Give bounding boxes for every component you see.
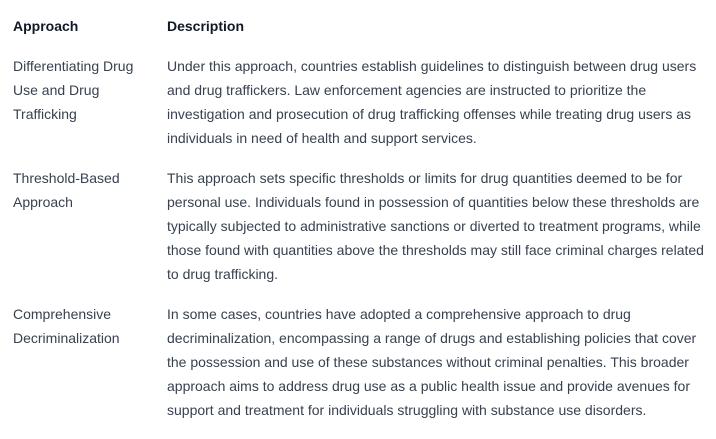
description-cell: Under this approach, countries establish guidelines to distinguish between drug users and drug traffickers. Law enforcement agencies are instructed to prioritize the investigation and prosecution of drug trafficking offenses while treating drug users as individuals in need of health and support services. — [167, 58, 697, 146]
description-cell: In some cases, countries have adopted a comprehensive approach to drug decriminalization, encompassing a range of drugs and establishing policies that cover the possession and use of these substances without criminal penalties. This broader approach aims to address drug use as a public health issue and provide avenues for support and treatment for individuals struggling with substance use disorders. — [167, 306, 697, 418]
description-cell: This approach sets specific thresholds or limits for drug quantities deemed to be for personal use. Individuals found in possession of quantities below these thresholds are typically subjected to administrative sanctions or diverted to treatment programs, while those found with quantities above the thresholds may still face criminal charges related to drug trafficking. — [167, 170, 704, 282]
table-row — [0, 302, 707, 422]
approach-text: Differentiating Drug Use and Drug Trafficking — [13, 58, 134, 122]
header-description: Description — [167, 18, 245, 34]
approach-text: Threshold-Based Approach — [13, 170, 120, 210]
approach-text: Comprehensive Decriminalization — [13, 306, 120, 346]
approach-cell — [0, 166, 167, 214]
approach-cell — [0, 302, 167, 350]
table-row — [0, 54, 707, 150]
table-row — [0, 166, 707, 286]
table-header-row — [0, 16, 707, 36]
header-approach: Approach — [13, 18, 79, 34]
approach-cell — [0, 54, 167, 126]
